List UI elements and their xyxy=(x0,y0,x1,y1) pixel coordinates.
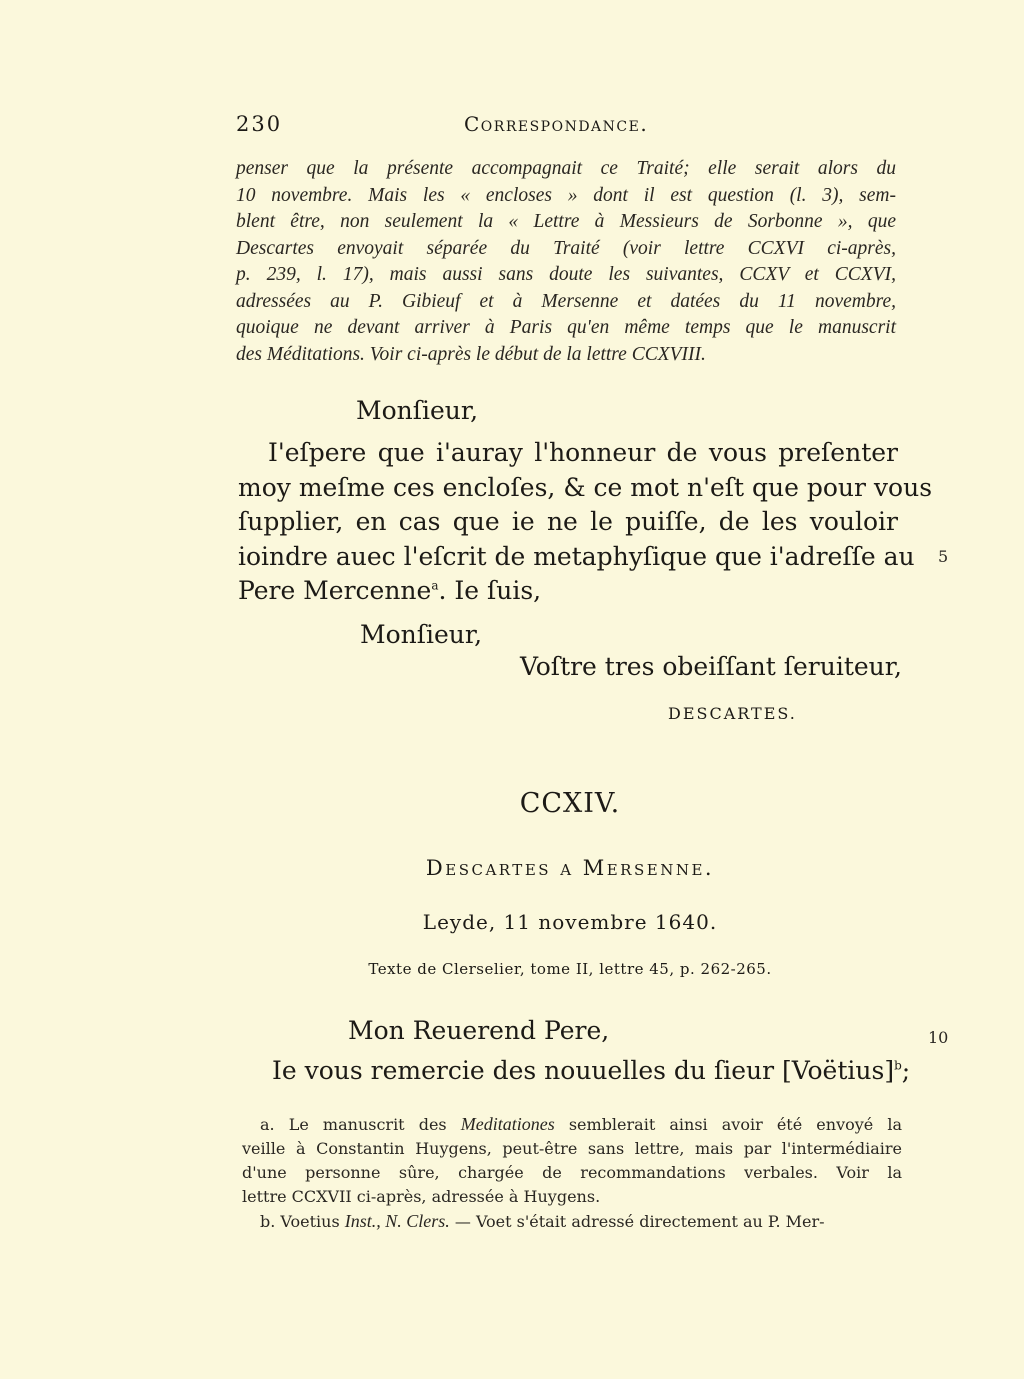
line-number-marker: 5 xyxy=(938,547,949,566)
footnote-ref-a: a xyxy=(431,578,439,593)
letter-line-text: Pere Mercenne xyxy=(238,576,432,605)
letter-body xyxy=(238,436,933,609)
signature: DESCARTES. xyxy=(668,704,797,723)
second-letter-text: Ie vous remercie des nouuelles du ſieur [Voëtius] xyxy=(272,1056,895,1085)
running-head xyxy=(236,112,896,142)
note-line: adressées au P. Gibieuf et à Mersenne et datées du 11 novembre, xyxy=(236,290,896,312)
footnote-b-rest: — Voet s'était adressé directement au P. Mer- xyxy=(449,1212,825,1231)
footnote-a-italic: Meditationes xyxy=(460,1114,555,1134)
letter-date: Leyde, 11 novembre 1640. xyxy=(422,910,718,934)
closing-formula: Voſtre tres obeiſſant ſeruiteur, xyxy=(520,652,902,681)
note-line: blent être, non seulement la « Lettre à Messieurs de Sorbonne », que xyxy=(236,211,896,232)
footnotes xyxy=(242,1112,902,1234)
second-letter-first-line xyxy=(272,1056,910,1085)
footnote-b-label: b. Voetius xyxy=(260,1212,345,1231)
closing-salutation: Monſieur, xyxy=(360,620,483,649)
page-number: 230 xyxy=(236,112,283,136)
line-number-marker: 10 xyxy=(928,1028,949,1047)
letter-line: ioindre auec l'eſcrit de metaphyſique que i'adreſſe au xyxy=(238,541,915,571)
note-line: 10 novembre. Mais les « encloses » dont il est question (l. 3), sem- xyxy=(236,184,896,206)
editorial-note xyxy=(236,156,896,368)
letter-salutation: Monſieur, xyxy=(356,396,479,425)
note-line: des Méditations. Voir ci-après le début de la lettre CCXVIII. xyxy=(236,343,706,365)
note-line: quoique ne devant arriver à Paris qu'en même temps que le manuscrit xyxy=(236,317,896,338)
footnote-ref-b: b xyxy=(894,1058,902,1073)
letter-line-end: . Ie ſuis, xyxy=(438,576,542,605)
note-line: Descartes envoyait séparée du Traité (voir lettre CCXVI ci-après, xyxy=(236,237,896,259)
footnote-a-rest: semblerait ainsi avoir été envoyé la xyxy=(554,1115,903,1134)
letter-heading: Descartes a Mersenne. xyxy=(425,856,715,880)
letter-line: ſupplier, en cas que ie ne le puiſſe, de les vouloir xyxy=(238,507,898,536)
note-line: p. 239, l. 17), mais aussi sans doute les suivantes, CCXV et CCXVI, xyxy=(236,264,896,285)
footnote-line: lettre CCXVII ci-après, adressée à Huygens. xyxy=(242,1187,601,1206)
running-title: Correspondance. xyxy=(464,112,649,136)
note-line: penser que la présente accompagnait ce Traité; elle serait alors du xyxy=(236,158,896,179)
source-citation: Texte de Clerselier, tome II, lettre 45, p. 262-265. xyxy=(368,960,772,978)
second-letter-end: ; xyxy=(901,1056,911,1085)
letter-number: CCXIV. xyxy=(519,788,621,819)
second-letter-salutation: Mon Reuerend Pere, xyxy=(348,1016,610,1045)
footnote-line xyxy=(242,1209,902,1234)
footnote-line: d'une personne sûre, chargée de recommandations verbales. Voir la xyxy=(242,1163,902,1182)
footnote-a-label: a. Le manuscrit des xyxy=(260,1115,461,1134)
footnote-line xyxy=(242,1112,902,1137)
footnote-b-italic: Inst., N. Clers. xyxy=(344,1211,450,1231)
footnote-line: veille à Constantin Huygens, peut-être sans lettre, mais par l'intermédiaire xyxy=(242,1139,902,1158)
letter-line: moy meſme ces encloſes, & ce mot n'eſt que pour vous xyxy=(238,472,933,502)
letter-line: I'eſpere que i'auray l'honneur de vous preſenter xyxy=(268,438,898,467)
letter-line xyxy=(238,574,898,609)
